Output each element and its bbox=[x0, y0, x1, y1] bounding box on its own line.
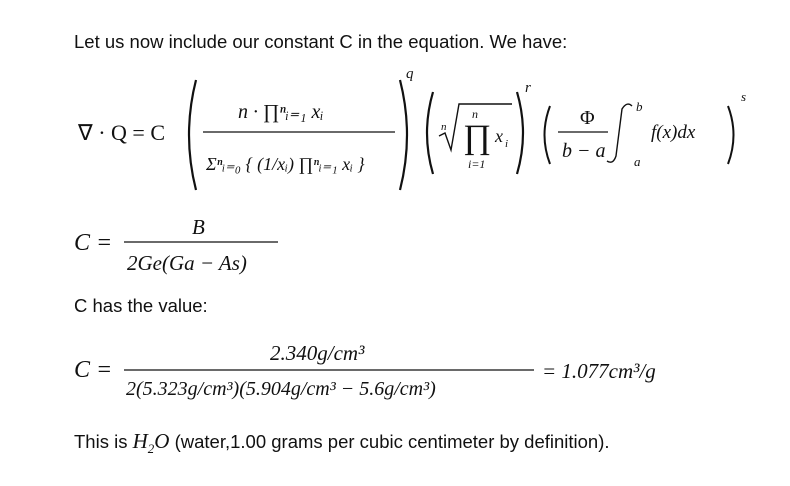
phi-symbol: Φ bbox=[580, 107, 595, 129]
exponent-q: q bbox=[406, 66, 414, 82]
outro-suffix: (water,1.00 grams per cubic centimeter by definition). bbox=[169, 431, 610, 452]
product-subscript: i bbox=[505, 138, 509, 150]
left-paren-1 bbox=[189, 80, 196, 190]
eq2-denominator: 2Ge(Ga − As) bbox=[127, 251, 247, 275]
integral-lower-limit: a bbox=[634, 154, 641, 169]
integral-sign bbox=[607, 104, 632, 162]
eq1-frac1-numerator: n · ∏ⁿᵢ₌₁ xᵢ bbox=[238, 101, 324, 123]
product-upper-limit: n bbox=[472, 107, 478, 121]
eq3-denominator: 2(5.323g/cm³)(5.904g/cm³ − 5.6g/cm³) bbox=[126, 378, 436, 400]
right-paren-1 bbox=[400, 80, 407, 190]
eq2-lhs: C = bbox=[74, 230, 113, 256]
left-paren-2 bbox=[427, 92, 433, 174]
product-symbol: ∏ bbox=[463, 119, 491, 156]
eq2-numerator: B bbox=[192, 215, 205, 239]
exponent-r: r bbox=[525, 80, 531, 96]
outro-text bbox=[74, 429, 610, 457]
divergence-equation bbox=[0, 0, 790, 200]
eq3-lhs: C = bbox=[74, 357, 113, 383]
eq3-numerator: 2.340g/cm³ bbox=[270, 341, 365, 365]
eq3-result: = 1.077cm³/g bbox=[542, 359, 656, 383]
left-paren-3 bbox=[545, 106, 551, 164]
product-variable: x bbox=[495, 126, 503, 146]
has-value-text: C has the value: bbox=[74, 295, 208, 316]
right-paren-3 bbox=[728, 106, 734, 164]
integral-upper-limit: b bbox=[636, 99, 643, 114]
exponent-s: s bbox=[741, 89, 747, 104]
outro-prefix: This is bbox=[74, 431, 133, 452]
root-index: n bbox=[441, 121, 447, 133]
product-lower-limit: i=1 bbox=[468, 157, 486, 171]
b-minus-a: b − a bbox=[562, 140, 606, 162]
integrand: f(x)dx bbox=[651, 122, 696, 143]
water-formula: $H_2O$ bbox=[132, 429, 170, 457]
eq1-frac1-denominator: Σⁿᵢ₌₀ { (1/xᵢ) ∏ⁿᵢ₌₁ xᵢ } bbox=[206, 154, 365, 174]
right-paren-2 bbox=[517, 92, 523, 174]
eq1-lhs: ∇ · Q = C bbox=[78, 120, 166, 145]
intro-text: Let us now include our constant C in the equation. We have: bbox=[74, 31, 568, 52]
